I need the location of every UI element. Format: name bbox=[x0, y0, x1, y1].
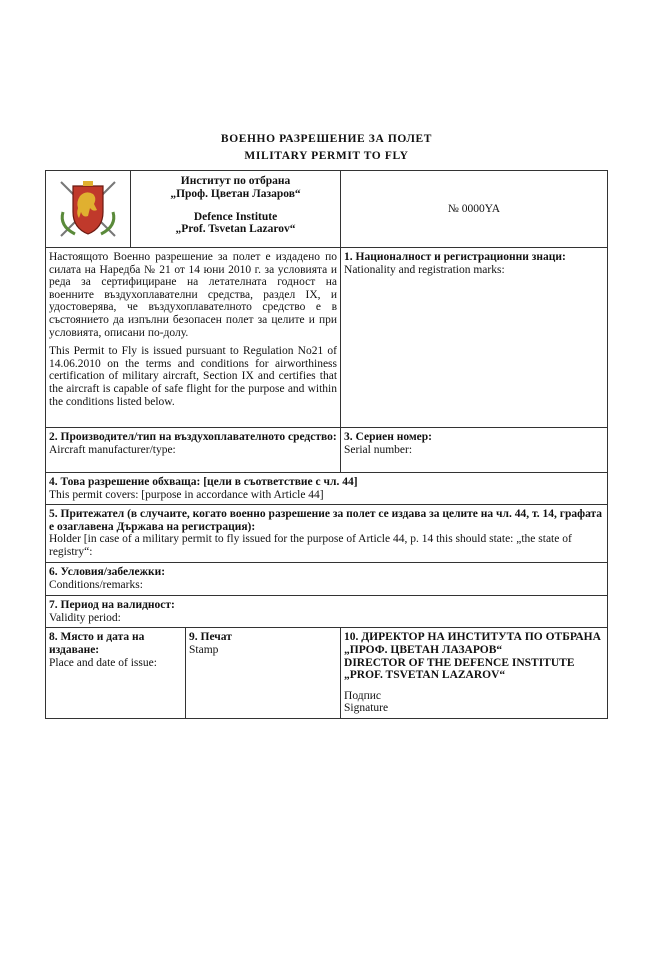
row-4 bbox=[46, 473, 608, 505]
field-8-label-bg: 8. Място и дата на издаване: bbox=[49, 631, 145, 656]
field-3-label-en: Serial number: bbox=[344, 443, 413, 456]
title-bulgarian: ВОЕННО РАЗРЕШЕНИЕ ЗА ПОЛЕТ bbox=[220, 133, 433, 145]
emblem-box bbox=[46, 171, 131, 247]
field-9-label-bg: 9. Печат bbox=[189, 631, 232, 644]
field-2-manufacturer bbox=[46, 428, 341, 473]
permit-form-table bbox=[45, 170, 608, 719]
row-8-9-10 bbox=[46, 628, 608, 719]
field-7-label-bg: 7. Период на валидност: bbox=[49, 599, 175, 612]
field-3-serial bbox=[341, 428, 608, 473]
field-3-label-bg: 3. Сериен номер: bbox=[344, 431, 433, 443]
intro-text-bg: Настоящото Военно разрешение за полет е издадено по силата на Наредба № 21 от 14 юни 2010 г. за условията и реда за сертифициране на летателната годност на военните въздухоплавателни средства, раздел IX, и удостоверява, че въздухоплавателното средство е в състоянието да изпълни безопасен полет за целите и при условията, описани по-долу. bbox=[49, 251, 338, 339]
field-4-label-bg: 4. Това разрешение обхваща: [цели в съответствие с чл. 44] bbox=[49, 476, 358, 488]
permit-number: № 0000YA bbox=[341, 171, 608, 248]
field-6-label-en: Conditions/remarks: bbox=[49, 578, 143, 591]
field-7-label-en: Validity period: bbox=[49, 611, 121, 624]
document-title-block bbox=[0, 131, 653, 165]
field-10-label-bg: 10. ДИРЕКТОР НА ИНСТИТУТА ПО ОТБРАНА „ПРОФ. ЦВЕТАН ЛАЗАРОВ“ bbox=[344, 631, 601, 656]
intro-row bbox=[46, 248, 608, 428]
institute-name-bg-2: „Проф. Цветан Лазаров“ bbox=[170, 187, 301, 200]
institute-name-bg-1: Институт по отбрана bbox=[180, 175, 291, 187]
field-5-holder bbox=[46, 505, 608, 563]
field-8-label-en: Place and date of issue: bbox=[49, 656, 157, 669]
row-6 bbox=[46, 563, 608, 596]
field-5-label-en: Holder [in case of a military permit to fly issued for the purpose of Article 44, p. 14 this should state: „the state of registry“: bbox=[49, 533, 572, 558]
institute-header-cell bbox=[46, 171, 341, 248]
row-2-3 bbox=[46, 428, 608, 473]
field-4-coverage bbox=[46, 473, 608, 505]
coat-of-arms-icon bbox=[55, 178, 121, 240]
signature-label-bg: Подпис bbox=[344, 689, 382, 702]
field-10-director bbox=[341, 628, 608, 719]
field-6-label-bg: 6. Условия/забележки: bbox=[49, 566, 166, 579]
header-row bbox=[46, 171, 608, 248]
field-2-label-bg: 2. Производител/тип на въздухоплавателното средство: bbox=[49, 431, 337, 443]
institute-name-en-2: „Prof. Tsvetan Lazarov“ bbox=[175, 223, 296, 236]
institute-name-en-1: Defence Institute bbox=[193, 210, 278, 223]
field-10-label-en: DIRECTOR OF THE DEFENCE INSTITUTE „PROF. TSVETAN LAZAROV“ bbox=[344, 656, 575, 682]
intro-text-en: This Permit to Fly is issued pursuant to Regulation No21 of 14.06.2010 on the terms and conditions for airworthiness certification of military aircraft, Section IX and certifies that the aircraft is capable of safe flight for the purpose and within the conditions listed below. bbox=[49, 345, 338, 408]
field-7-validity bbox=[46, 596, 608, 628]
field-1-label-en: Nationality and registration marks: bbox=[344, 263, 505, 276]
field-8-place-date bbox=[46, 628, 186, 719]
field-1-nationality bbox=[341, 248, 608, 428]
signature-label-en: Signature bbox=[344, 702, 389, 715]
row-5 bbox=[46, 505, 608, 563]
field-4-label-en: This permit covers: [purpose in accordance with Article 44] bbox=[49, 488, 324, 501]
field-1-label-bg: 1. Националност и регистрационни знаци: bbox=[344, 251, 566, 263]
institute-name bbox=[131, 171, 340, 247]
field-5-label-bg: 5. Притежател (в случаите, когато военно разрешение за полет се издава за целите на чл. 44, т. 14, графата е озаглавена Държава на регистрация): bbox=[49, 508, 603, 533]
row-7 bbox=[46, 596, 608, 628]
field-9-stamp bbox=[186, 628, 341, 719]
field-9-label-en: Stamp bbox=[189, 643, 219, 656]
intro-text-cell bbox=[46, 248, 341, 428]
field-6-conditions bbox=[46, 563, 608, 596]
field-2-label-en: Aircraft manufacturer/type: bbox=[49, 443, 176, 456]
title-english: MILITARY PERMIT TO FLY bbox=[244, 150, 409, 162]
